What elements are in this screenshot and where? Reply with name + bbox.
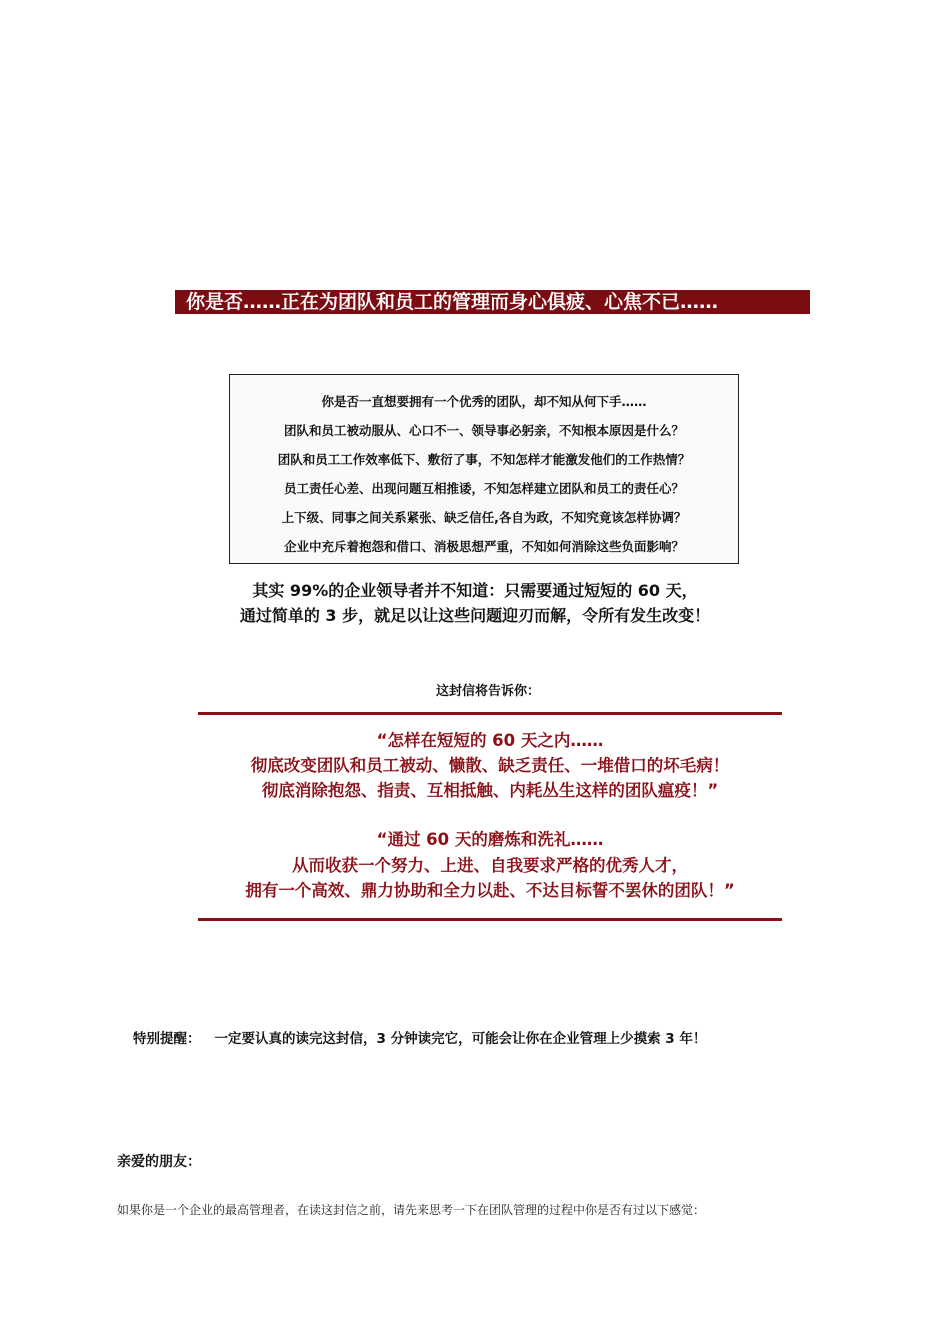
- body-paragraph: 如果你是一个企业的最高管理者，在读这封信之前，请先来思考一下在团队管理的过程中你是否有过以下感觉：: [117, 1203, 706, 1217]
- headline-banner: 你是否……正在为团队和员工的管理而身心俱疲、心焦不已……: [175, 290, 810, 314]
- promise-line: 拥有一个高效、鼎力协助和全力以赴、不达目标誓不罢休的团队！”: [245, 881, 735, 900]
- claim-line-1: 其实 99%的企业领导者并不知道：只需要通过短短的 60 天，: [252, 581, 698, 600]
- promise-line: 彻底改变团队和员工被动、懒散、缺乏责任、一堆借口的坏毛病！: [250, 756, 730, 775]
- reminder-label: 特别提醒：: [133, 1031, 201, 1047]
- question-line: 团队和员工工作效率低下、敷衍了事，不知怎样才能激发他们的工作热情？: [277, 452, 691, 467]
- promise-line: “怎样在短短的 60 天之内……: [376, 731, 604, 750]
- promise-line: “通过 60 天的磨炼和洗礼……: [376, 830, 604, 849]
- question-line: 员工责任心差、出现问题互相推诿，不知怎样建立团队和员工的责任心？: [283, 481, 684, 496]
- question-line: 团队和员工被动服从、心口不一、领导事必躬亲，不知根本原因是什么？: [283, 423, 684, 438]
- questions-box: [229, 374, 739, 564]
- question-line: 你是否一直想要拥有一个优秀的团队，却不知从何下手……: [321, 394, 647, 409]
- divider-top: [198, 712, 782, 715]
- question-line: 企业中充斥着抱怨和借口、消极思想严重，不知如何消除这些负面影响？: [283, 539, 684, 554]
- divider-bottom: [198, 918, 782, 921]
- reminder-text: 一定要认真的读完这封信，3 分钟读完它，可能会让你在企业管理上少摸索 3 年！: [214, 1031, 707, 1047]
- claim-line-2: 通过简单的 3 步，就足以让这些问题迎刃而解，令所有发生改变！: [239, 606, 711, 625]
- greeting: 亲爱的朋友：: [117, 1154, 201, 1170]
- promise-line: 从而收获一个努力、上进、自我要求严格的优秀人才，: [292, 856, 688, 875]
- special-reminder: [133, 1027, 706, 1047]
- question-line: 上下级、同事之间关系紧张、缺乏信任,各自为政，不知究竟该怎样协调？: [281, 510, 687, 525]
- promise-line: 彻底消除抱怨、指责、互相抵触、内耗丛生这样的团队瘟疫！”: [261, 781, 719, 800]
- letter-intro: 这封信将告诉你：: [435, 684, 540, 699]
